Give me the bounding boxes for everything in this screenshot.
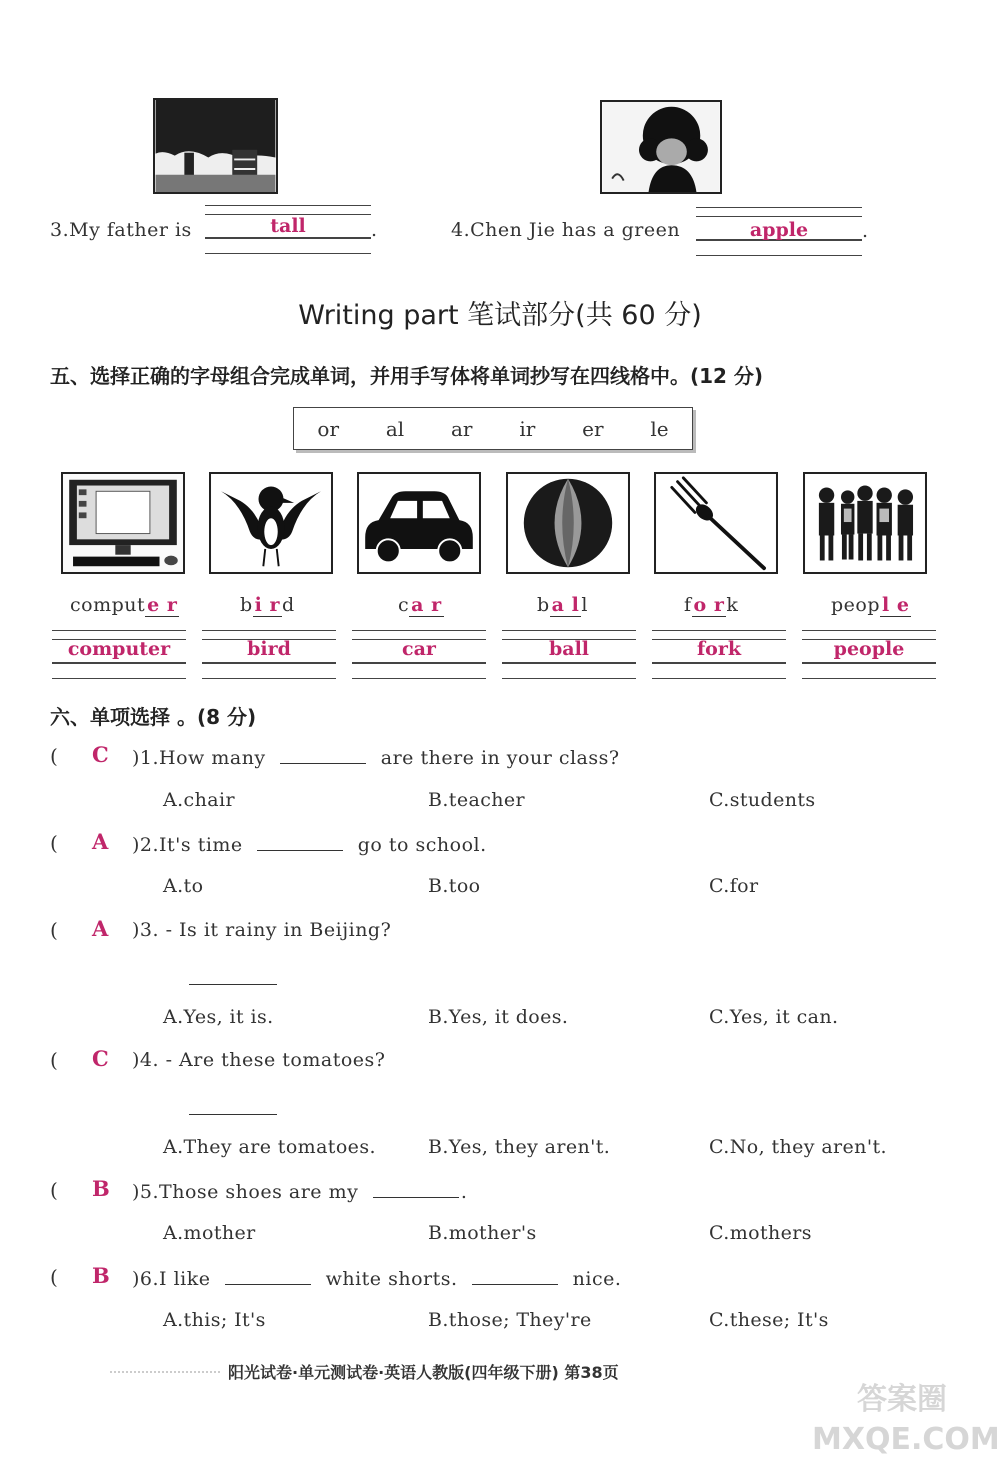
copy-word: ball <box>548 638 590 660</box>
girl-picture <box>600 100 722 194</box>
picture-computer <box>61 472 185 574</box>
answer-paren-open: ( <box>50 744 58 768</box>
choice-answer: B <box>92 1263 110 1288</box>
choice-answer: A <box>92 916 109 941</box>
ball-icon <box>508 474 628 572</box>
letter-combo: ir <box>519 416 536 441</box>
section-title: Writing part 笔试部分(共 60 分) <box>298 300 702 331</box>
watermark: 答案圈 MXQE.COM <box>812 1382 1000 1457</box>
option-c: C.mothers <box>709 1222 812 1244</box>
answer-line-4 <box>696 207 862 257</box>
blank <box>257 832 343 851</box>
copy-word: computer <box>67 638 171 660</box>
question-2: )2.It's time go to school. <box>132 834 487 856</box>
answer-paren-open: ( <box>50 1178 58 1202</box>
letter-combo: al <box>385 416 405 441</box>
fill-word-ball: b a l l <box>537 594 588 616</box>
bird-icon <box>211 474 331 572</box>
four-line-computer <box>52 630 186 680</box>
option-a: A.They are tomatoes. <box>163 1136 376 1158</box>
period: . <box>371 219 378 241</box>
option-b: B.Yes, it does. <box>428 1006 569 1028</box>
option-b: B.those; They're <box>428 1309 592 1331</box>
picture-fork <box>654 472 778 574</box>
four-line-ball <box>502 630 636 680</box>
option-b: B.mother's <box>428 1222 537 1244</box>
question-3: )3. - Is it rainy in Beijing? <box>132 919 392 941</box>
fill-word-people: peop l e <box>831 594 910 616</box>
fill-word-car: c a r <box>398 594 442 616</box>
answer-paren-open: ( <box>50 1048 58 1072</box>
choice-answer: C <box>92 1046 109 1071</box>
blank <box>225 1266 311 1285</box>
four-line-people <box>802 630 936 680</box>
letter-box <box>293 407 693 450</box>
answer-blank <box>189 1096 277 1115</box>
option-c: C.No, they aren't. <box>709 1136 887 1158</box>
letter-combo: le <box>650 416 669 441</box>
choice-answer: C <box>92 742 109 767</box>
listening-item-3: 3.My father is <box>50 219 192 241</box>
option-a: A.mother <box>163 1222 256 1244</box>
blank <box>373 1179 459 1198</box>
tree-icon <box>155 100 276 192</box>
option-b: B.too <box>428 875 481 897</box>
option-b: B.teacher <box>428 789 526 811</box>
answer-apple: apple <box>749 219 809 241</box>
fill-answer: o r <box>693 594 725 616</box>
option-a: A.this; It's <box>163 1309 266 1331</box>
part6-heading: 六、单项选择 。(8 分) <box>50 705 257 729</box>
four-line-fork <box>652 630 786 680</box>
answer-blank <box>189 966 277 985</box>
period: . <box>862 220 869 242</box>
computer-icon <box>63 474 183 572</box>
blank <box>472 1266 558 1285</box>
option-b: B.Yes, they aren't. <box>428 1136 611 1158</box>
letter-combo: or <box>317 416 340 441</box>
girl-icon <box>602 102 720 192</box>
copy-word: fork <box>696 638 742 660</box>
fill-answer: i r <box>254 594 281 616</box>
question-1: )1.How many are there in your class? <box>132 747 620 769</box>
part5-heading: 五、选择正确的字母组合完成单词，并用手写体将单词抄写在四线格中。(12 分) <box>50 364 764 388</box>
option-c: C.these; It's <box>709 1309 829 1331</box>
answer-paren-open: ( <box>50 831 58 855</box>
choice-answer: B <box>92 1176 110 1201</box>
fill-answer: a r <box>411 594 442 616</box>
blank <box>280 745 366 764</box>
option-c: C.Yes, it can. <box>709 1006 839 1028</box>
option-a: A.Yes, it is. <box>163 1006 274 1028</box>
question-4: )4. - Are these tomatoes? <box>132 1049 386 1071</box>
option-a: A.chair <box>163 789 235 811</box>
picture-ball <box>506 472 630 574</box>
tree-picture <box>153 98 278 194</box>
option-a: A.to <box>163 875 204 897</box>
car-icon <box>359 474 479 572</box>
letter-combo: er <box>582 416 604 441</box>
fork-icon <box>656 474 776 572</box>
four-line-bird <box>202 630 336 680</box>
answer-paren-open: ( <box>50 918 58 942</box>
footer-divider <box>110 1371 220 1373</box>
copy-word: car <box>402 638 436 660</box>
question-6: )6.I like white shorts. nice. <box>132 1268 622 1290</box>
answer-paren-open: ( <box>50 1265 58 1289</box>
fill-answer: l e <box>882 594 910 616</box>
picture-people <box>803 472 927 574</box>
people-icon <box>805 474 925 572</box>
listening-item-4: 4.Chen Jie has a green <box>451 219 681 241</box>
letter-combo: ar <box>451 416 473 441</box>
fill-answer: e r <box>147 594 178 616</box>
picture-bird <box>209 472 333 574</box>
choice-answer: A <box>92 829 109 854</box>
fill-word-computer: comput e r <box>70 594 178 616</box>
option-c: C.for <box>709 875 759 897</box>
picture-car <box>357 472 481 574</box>
answer-line-3 <box>205 205 371 255</box>
answer-tall: tall <box>270 215 306 237</box>
question-5: )5.Those shoes are my . <box>132 1181 468 1203</box>
copy-word: bird <box>247 638 291 660</box>
four-line-car <box>352 630 486 680</box>
fill-answer: a l <box>551 594 580 616</box>
fill-word-bird: b i r d <box>240 594 295 616</box>
fill-word-fork: f o r k <box>684 594 739 616</box>
copy-word: people <box>833 638 905 660</box>
footer-text: 阳光试卷·单元测试卷·英语人教版(四年级下册) 第38页 <box>228 1363 619 1382</box>
option-c: C.students <box>709 789 816 811</box>
